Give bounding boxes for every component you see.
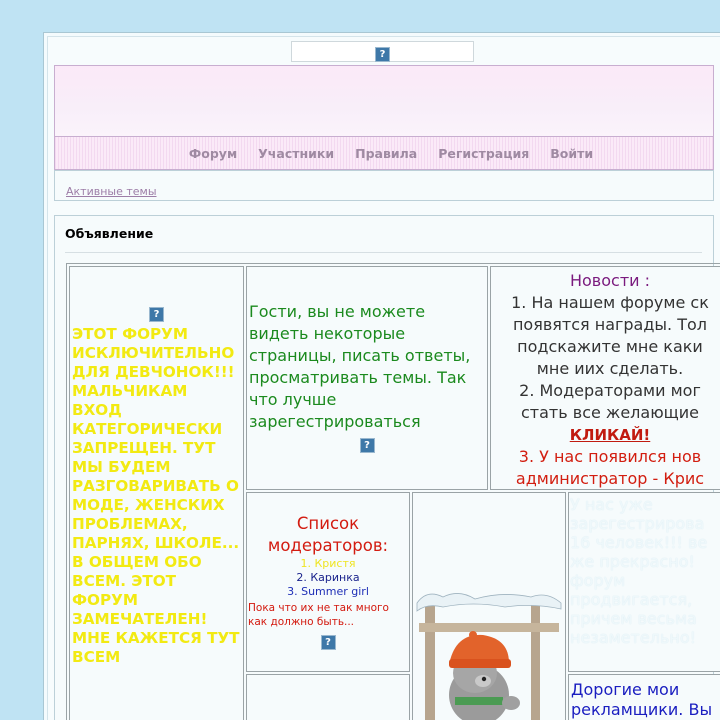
moderator-3: 3. Summer girl (287, 585, 369, 598)
moderators-cell (246, 492, 410, 672)
click-link[interactable]: КЛИКАЙ! (569, 426, 651, 444)
news-line: 1. На нашем форуме ск (511, 293, 709, 312)
nav-login[interactable]: Войти (550, 145, 594, 161)
broken-image-icon: ? (321, 635, 336, 650)
nav-members[interactable]: Участники (258, 145, 335, 161)
girls-only-cell (69, 266, 244, 720)
teddy-bear-picture-cell (412, 492, 566, 720)
news-line: подскажите мне каки (517, 337, 703, 356)
news-line-red: 3. У нас появился нов (518, 447, 702, 466)
divider (65, 252, 702, 253)
news-title: Новости : (569, 271, 651, 290)
moderator-2: 2. Каринка (296, 571, 360, 584)
advertisers-line: Дорогие мои (571, 680, 680, 699)
member-count-line: незаметельно! (570, 628, 697, 647)
news-line: мне иих сделать. (536, 359, 684, 378)
broken-image-icon: ? (360, 438, 375, 453)
member-count-line: причем весьма (570, 609, 697, 628)
board-title: Объявление (65, 226, 154, 241)
active-topics-link[interactable]: Активные темы (66, 185, 157, 198)
moderators-title: Список модераторов: (267, 514, 389, 555)
teddy-bear-image (413, 493, 566, 720)
news-line-red: администратор - Крис (515, 469, 705, 488)
member-count-cell (568, 492, 720, 672)
nav-rules[interactable]: Правила (355, 145, 418, 161)
forum-logo[interactable] (291, 41, 474, 62)
forum-header-banner (54, 65, 714, 137)
guest-notice-text: Гости, вы не можете видеть некоторые страницы, писать ответы, просматривать темы. Так что лучше зарегестрироваться (249, 302, 471, 431)
member-count-line: У нас уже (570, 495, 653, 514)
nav-forum[interactable]: Форум (188, 145, 238, 161)
advertisers-cell (568, 674, 720, 720)
news-line: появятся награды. Тол (512, 315, 708, 334)
girls-only-text: ЭТОТ ФОРУМ ИСКЛЮЧИТЕЛЬНО ДЛЯ ДЕВЧОНОК!!! МАЛЬЧИКАМ ВХОД КАТЕГОРИЧЕСКИ ЗАПРЕЩЕН. ТУТ МЫ БУДЕМ РАЗГОВАРИВАТЬ О МОДЕ, ЖЕНСКИХ ПРОБЛЕМАХ, ПАРНЯХ, ШКОЛЕ... В ОБЩЕМ ОБО ВСЕМ. ЭТОТ ФОРУМ ЗАМЕЧАТЕЛЕН! МНЕ КАЖЕТСЯ ТУТ ВСЕМ (72, 325, 240, 666)
nav-register[interactable]: Регистрация (438, 145, 530, 161)
broken-image-icon: ? (149, 307, 164, 322)
member-count-line: 16 человек!!! ве (570, 533, 708, 552)
member-count-line: продвигается, (570, 590, 693, 609)
broken-image-icon: ? (375, 47, 390, 62)
member-count-line: форум (570, 571, 626, 590)
news-cell (490, 266, 720, 490)
member-count-line: же прекрасно! (570, 552, 695, 571)
news-line: стать все желающие (521, 403, 699, 422)
member-count-line: зарегестрирова (570, 514, 705, 533)
empty-cell (246, 674, 410, 720)
guest-notice-cell (246, 266, 488, 490)
advertisers-line: рекламщики. Вы (571, 700, 713, 719)
moderator-1: 1. Кристя (300, 557, 356, 570)
sub-navigation (54, 170, 714, 201)
news-line: 2. Модераторами мог (519, 381, 701, 400)
moderators-note: Пока что их не так много как должно быть... (248, 602, 389, 628)
main-navigation (54, 136, 714, 170)
